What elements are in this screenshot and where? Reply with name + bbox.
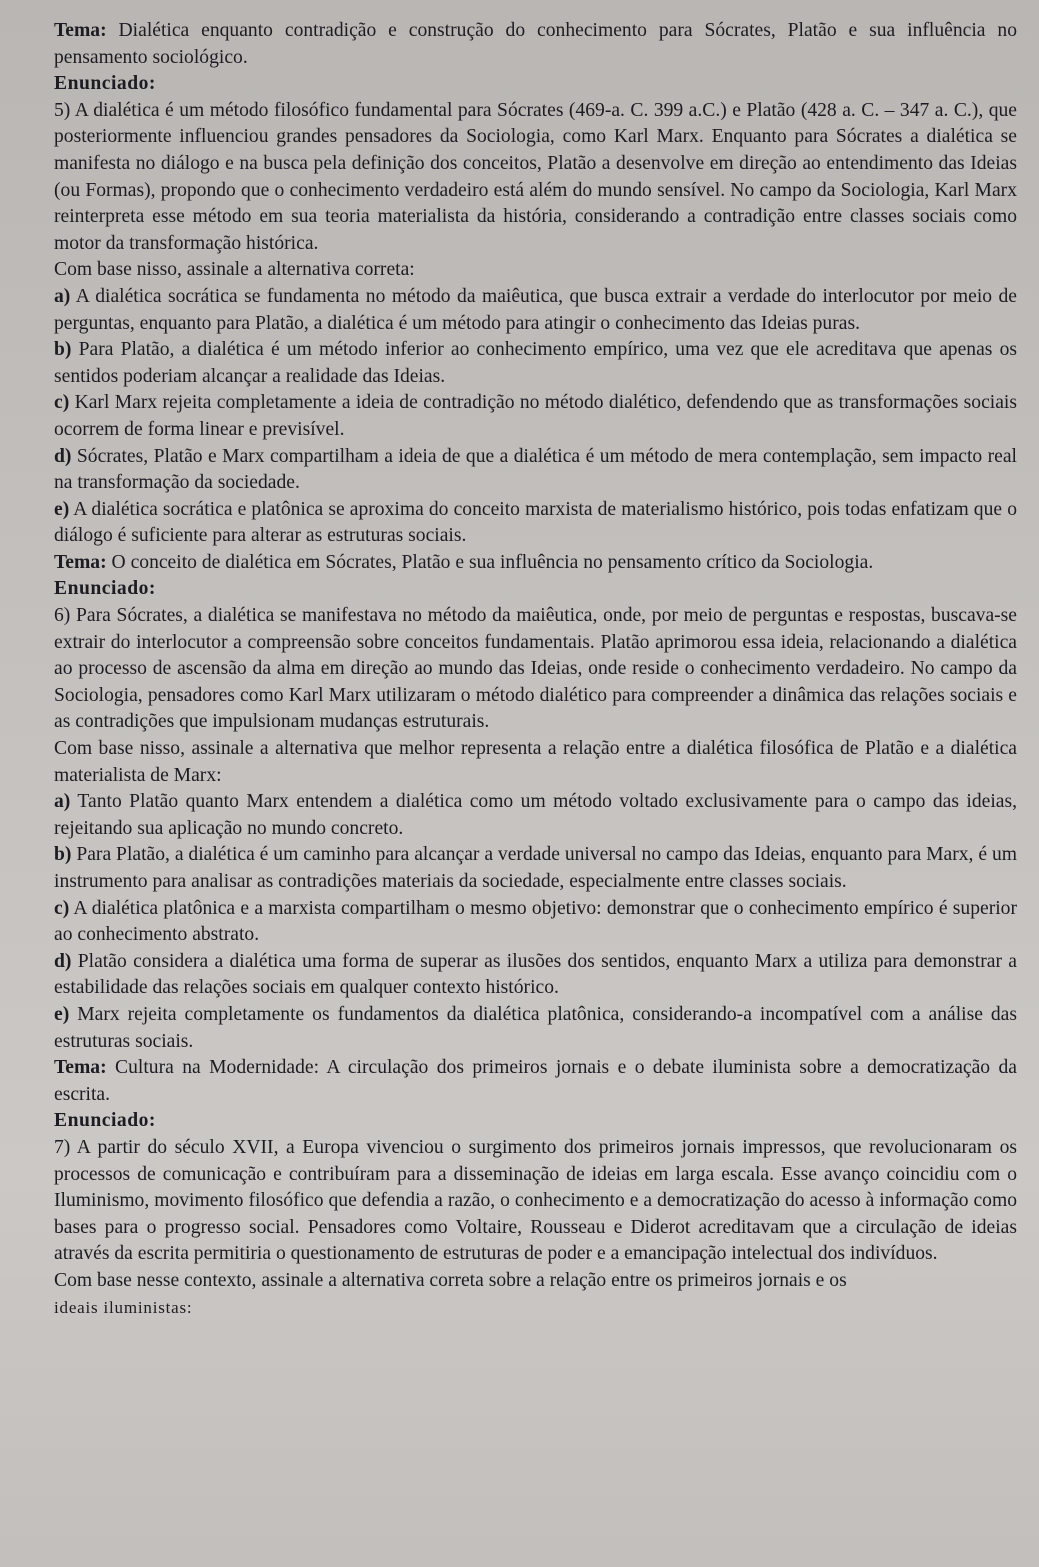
q5-option-d-text: Sócrates, Platão e Marx compartilham a ideia de que a dialética é um método de mera contemplação, sem impacto real na transformação da sociedade.	[54, 445, 1017, 494]
q5-option-e-text: A dialética socrática e platônica se aproxima do conceito marxista de materialismo histórico, pois todas enfatizam que o diálogo é suficiente para alterar as estruturas sociais.	[54, 498, 1017, 547]
q6-option-a-text: Tanto Platão quanto Marx entendem a dialética como um método voltado exclusivamente para o campo das ideias, rejeitando sua aplicação no mundo concreto.	[54, 791, 1017, 839]
q7-enunciado-label: Enunciado:	[54, 1110, 156, 1132]
q5-body: 5) A dialética é um método filosófico fundamental para Sócrates (469-a. C. 399 a.C.) e Platão (428 a. C. – 347 a. C.), que posteriormente influenciou grandes pensadores da Sociologia, como Karl Marx. Enquanto para Sócrates a dialética se manifesta no diálogo e na busca pela definição dos conceitos, Platão a desenvolve em direção ao entendimento das Ideias (ou Formas), propondo que o conhecimento verdadeiro está além do mundo sensível. No campo da Sociologia, Karl Marx reinterpreta esse método em sua teoria materialista da história, considerando a contradição entre classes sociais como motor da transformação histórica.	[54, 99, 1017, 254]
q6-tema-label: Tema:	[54, 551, 107, 573]
q6-option-d	[54, 949, 1017, 1002]
q6-option-b	[54, 842, 1017, 895]
q5-option-a-text: A dialética socrática se fundamenta no método da maiêutica, que busca extrair a verdade do interlocutor por meio de perguntas, enquanto para Platão, a dialética é um método para atingir o conhecimento das Ideias puras.	[54, 285, 1017, 334]
q6-option-e-letter: e)	[54, 1003, 70, 1025]
q7-body: 7) A partir do século XVII, a Europa vivenciou o surgimento dos primeiros jornais impressos, que revolucionaram os processos de comunicação e contribuíram para a disseminação de ideias em larga escala. Esse avanço coincidiu com o Iluminismo, movimento filosófico que defendia a razão, o conhecimento e a democratização do acesso à informação como bases para o progresso social. Pensadores como Voltaire, Rousseau e Diderot acreditavam que a circulação de ideias através da escrita permitiria o questionamento de estruturas de poder e a emancipação intelectual dos indivíduos.	[54, 1136, 1017, 1265]
q5-option-a-letter: a)	[54, 285, 71, 307]
q6-enunciado-label: Enunciado:	[54, 578, 156, 600]
q6-option-b-letter: b)	[54, 844, 72, 866]
q6-option-c	[54, 896, 1017, 949]
q6-body: 6) Para Sócrates, a dialética se manifestava no método da maiêutica, onde, por meio de perguntas e respostas, buscava-se extrair do interlocutor a compreensão sobre conceitos fundamentais. Platão aprimorou essa ideia, relacionando a dialética ao processo de ascensão da alma em direção ao mundo das Ideias, onde reside o conhecimento verdadeiro. No campo da Sociologia, pensadores como Karl Marx utilizaram o método dialético para compreender a dinâmica das relações sociais e as contradições que impulsionam mudanças estruturais.	[54, 605, 1017, 733]
q5-option-b	[54, 337, 1017, 390]
q6-tema	[54, 550, 1017, 577]
q7-prompt: Com base nesse contexto, assinale a alternativa correta sobre a relação entre os primeiros jornais e os	[54, 1269, 847, 1291]
q5-tema-text: Dialética enquanto contradição e construção do conhecimento para Sócrates, Platão e sua influência no pensamento sociológico.	[54, 20, 1017, 68]
q6-option-d-text: Platão considera a dialética uma forma de superar as ilusões dos sentidos, enquanto Marx a utiliza para demonstrar a estabilidade das relações sociais em qualquer contexto histórico.	[54, 950, 1017, 999]
q7-tema-label: Tema:	[54, 1057, 107, 1079]
q6-option-c-text: A dialética platônica e a marxista compartilham o mesmo objetivo: demonstrar que o conhecimento empírico é superior ao conhecimento abstrato.	[54, 897, 1017, 946]
q5-prompt: Com base nisso, assinale a alternativa correta:	[54, 259, 415, 281]
q5-option-d-letter: d)	[54, 445, 72, 467]
q6-option-d-letter: d)	[54, 950, 72, 972]
q5-option-e	[54, 497, 1017, 550]
q6-option-e	[54, 1002, 1017, 1055]
q7-tema-text: Cultura na Modernidade: A circulação dos primeiros jornais e o debate iluminista sobre a democratização da escrita.	[54, 1057, 1017, 1105]
q6-option-a-letter: a)	[54, 791, 71, 813]
q6-option-b-text: Para Platão, a dialética é um caminho para alcançar a verdade universal no campo das Ideias, enquanto para Marx, é um instrumento para analisar as contradições materiais da sociedade, especialmente entre classes sociais.	[54, 844, 1017, 892]
q5-option-c-text: Karl Marx rejeita completamente a ideia de contradição no método dialético, defendendo que as transformações sociais ocorrem de forma linear e previsível.	[54, 392, 1017, 440]
q5-option-d	[54, 444, 1017, 497]
q5-tema	[54, 18, 1017, 71]
q5-option-b-text: Para Platão, a dialética é um método inferior ao conhecimento empírico, uma vez que ele acreditava que apenas os sentidos poderiam alcançar a realidade das Ideias.	[54, 339, 1017, 387]
q5-option-c-letter: c)	[54, 392, 70, 414]
q6-option-c-letter: c)	[54, 897, 70, 919]
q5-enunciado-label: Enunciado:	[54, 73, 156, 95]
q5-option-a	[54, 284, 1017, 337]
q5-tema-label: Tema:	[54, 20, 107, 41]
q7-tema	[54, 1055, 1017, 1108]
q7-prompt-tail: ideais iluministas:	[54, 1297, 193, 1317]
q6-option-a	[54, 789, 1017, 842]
q5-option-b-letter: b)	[54, 339, 72, 361]
q6-prompt: Com base nisso, assinale a alternativa que melhor representa a relação entre a dialética filosófica de Platão e a dialética materialista de Marx:	[54, 738, 1017, 786]
q6-option-e-text: Marx rejeita completamente os fundamentos da dialética platônica, considerando-a incompatível com a análise das estruturas sociais.	[54, 1003, 1017, 1052]
q6-tema-text: O conceito de dialética em Sócrates, Platão e sua influência no pensamento crítico da Sociologia.	[106, 551, 874, 573]
q5-option-e-letter: e)	[54, 498, 70, 520]
q5-option-c	[54, 390, 1017, 443]
